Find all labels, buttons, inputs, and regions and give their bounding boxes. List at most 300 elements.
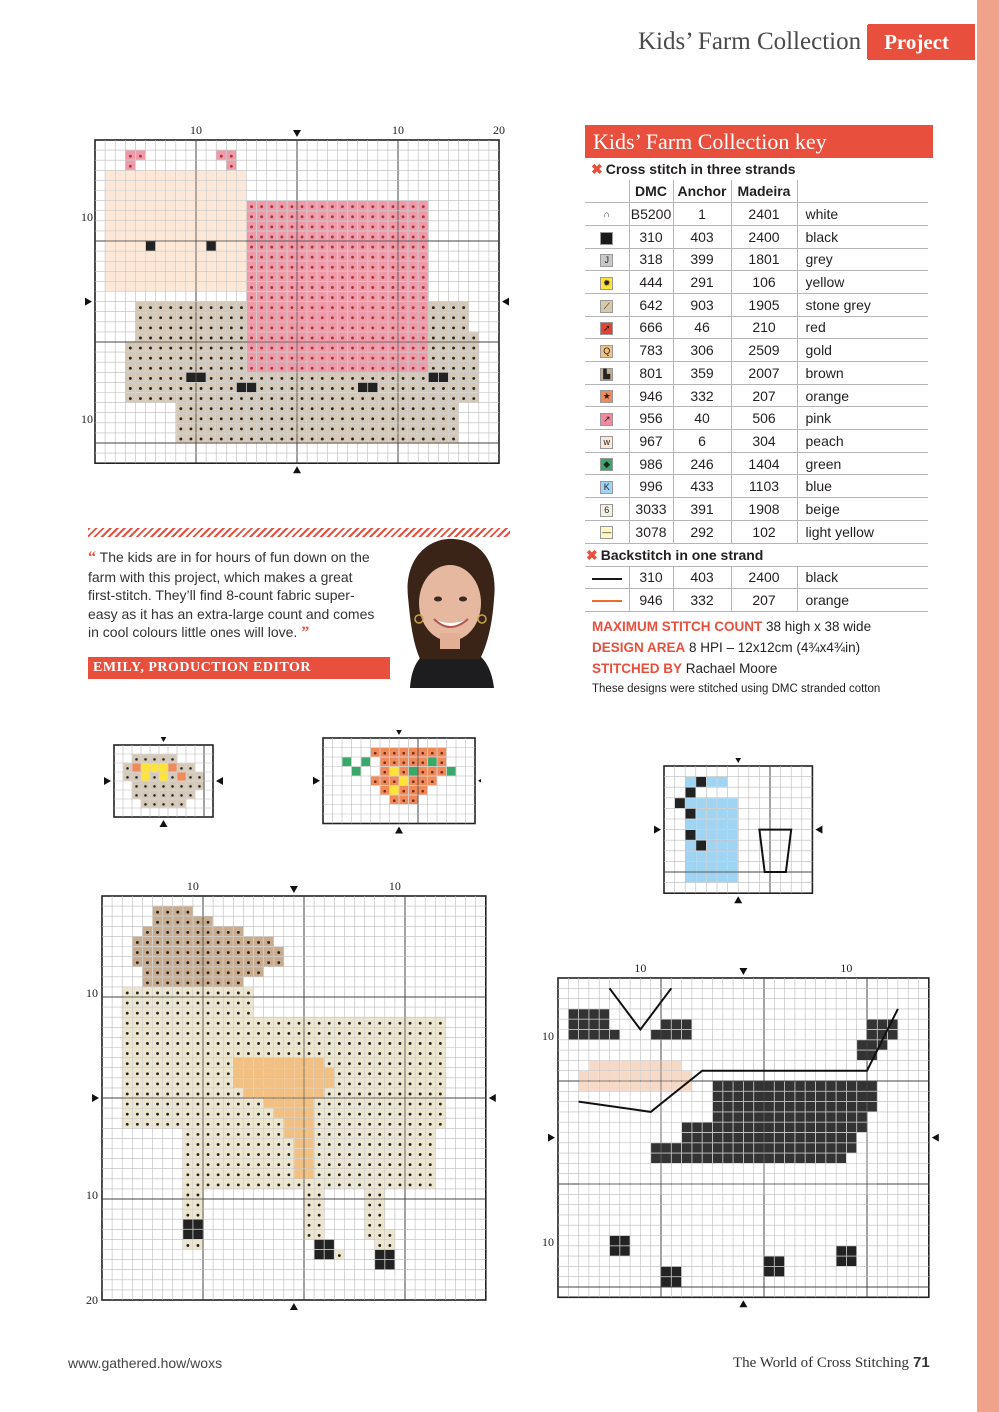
stitch-mark: [176, 1103, 179, 1106]
stitch-mark: [291, 236, 294, 239]
stitch-cell: [146, 252, 155, 261]
stitch-mark: [207, 1183, 210, 1186]
stitch-mark: [146, 951, 149, 954]
stitch-mark: [260, 246, 263, 249]
stitch-cell: [713, 1143, 723, 1153]
stitch-cell: [651, 1184, 661, 1194]
stitch-cell: [237, 383, 246, 392]
stitch-mark: [144, 794, 147, 797]
stitch-mark: [442, 367, 445, 370]
stitch-mark: [393, 752, 396, 755]
stitch-mark: [270, 306, 273, 309]
thread-row: [585, 452, 928, 475]
stitch-mark: [402, 357, 405, 360]
stitch-mark: [200, 367, 203, 370]
stitch-mark: [240, 306, 243, 309]
stitch-mark: [321, 205, 324, 208]
stitch-mark: [126, 767, 129, 770]
stitch-cell: [116, 282, 125, 291]
stitch-cell: [837, 1164, 847, 1174]
stitch-mark: [328, 1153, 331, 1156]
stitch-mark: [197, 1032, 200, 1035]
stitch-mark: [421, 790, 424, 793]
footer-url[interactable]: www.gathered.how/woxs: [68, 1355, 223, 1371]
stitch-cell: [641, 1184, 651, 1194]
stitch-cell: [661, 1133, 671, 1143]
stitch-cell: [579, 1020, 589, 1030]
anchor-code: 1: [673, 203, 731, 226]
stitch-mark: [308, 1183, 311, 1186]
stitch-cell: [579, 1061, 589, 1071]
stitch-mark: [197, 951, 200, 954]
stitch-mark: [179, 367, 182, 370]
stitch-cell: [156, 181, 165, 190]
stitch-mark: [331, 357, 334, 360]
stitch-cell: [795, 1154, 805, 1164]
stitch-cell: [686, 830, 696, 840]
stitch-mark: [348, 1082, 351, 1085]
stitch-cell: [672, 1154, 682, 1164]
stitch-mark: [149, 367, 152, 370]
stitch-mark: [291, 296, 294, 299]
stitch-cell: [857, 1092, 867, 1102]
stitch-mark: [179, 306, 182, 309]
stitch-mark: [409, 1103, 412, 1106]
stitch-mark: [311, 407, 314, 410]
stitch-mark: [402, 407, 405, 410]
stitch-mark: [247, 1153, 250, 1156]
stitch-cell: [661, 1174, 671, 1184]
stitch-mark: [361, 397, 364, 400]
stitch-cell: [707, 819, 717, 829]
stitch-mark: [257, 971, 260, 974]
stitch-mark: [348, 1042, 351, 1045]
stitch-mark: [318, 1113, 321, 1116]
stitch-mark: [169, 357, 172, 360]
stitch-mark: [338, 1022, 341, 1025]
stitch-mark: [129, 397, 132, 400]
stitch-cell: [600, 1123, 610, 1133]
stitch-mark: [311, 256, 314, 259]
stitch-mark: [270, 266, 273, 269]
stitch-cell: [631, 1071, 641, 1081]
stitch-cell: [806, 1133, 816, 1143]
stitch-mark: [247, 1173, 250, 1176]
stitch-mark: [250, 357, 253, 360]
stitch-mark: [341, 316, 344, 319]
stitch-cell: [136, 272, 145, 281]
stitch-mark: [186, 1062, 189, 1065]
anchor-code: 359: [673, 362, 731, 385]
stitch-mark: [200, 347, 203, 350]
madeira-code: 1404: [731, 452, 797, 475]
stitch-mark: [378, 1113, 381, 1116]
stitch-cell: [186, 231, 195, 240]
stitch-cell: [707, 872, 717, 882]
stitch-mark: [388, 1143, 391, 1146]
stitch-cell: [847, 1112, 857, 1122]
stitch-cell: [217, 231, 226, 240]
stitch-cell: [196, 221, 205, 230]
stitch-cell: [847, 1174, 857, 1184]
stitch-mark: [412, 326, 415, 329]
stitch-mark: [166, 1042, 169, 1045]
stitch-mark: [129, 387, 132, 390]
stitch-mark: [452, 438, 455, 441]
stitch-mark: [409, 1173, 412, 1176]
stitch-cell: [325, 1078, 334, 1087]
stitch-mark: [186, 1042, 189, 1045]
stitch-mark: [270, 417, 273, 420]
quote-byline: EMILY, PRODUCTION EDITOR: [88, 657, 395, 679]
stitch-mark: [277, 1133, 280, 1136]
stitch-mark: [156, 1012, 159, 1015]
stitch-mark: [351, 367, 354, 370]
stitch-mark: [399, 1032, 402, 1035]
stitch-mark: [383, 790, 386, 793]
stitch-cell: [358, 383, 367, 392]
stitch-cell: [837, 1184, 847, 1194]
stitch-mark: [331, 337, 334, 340]
anchor-code: 433: [673, 475, 731, 498]
stitch-cell: [610, 1112, 620, 1122]
stitch-cell: [867, 1143, 877, 1153]
stitch-cell: [294, 1109, 303, 1118]
stitch-mark: [220, 326, 223, 329]
stitch-mark: [166, 1032, 169, 1035]
stitch-cell: [227, 211, 236, 220]
stitch-mark: [351, 236, 354, 239]
stitch-mark: [153, 758, 156, 761]
stitch-mark: [341, 246, 344, 249]
stitch-mark: [409, 1163, 412, 1166]
stitch-mark: [399, 1173, 402, 1176]
stitch-mark: [166, 1113, 169, 1116]
stitch-mark: [129, 347, 132, 350]
stitch-mark: [135, 776, 138, 779]
stitch-mark: [237, 1012, 240, 1015]
stitch-cell: [620, 1246, 630, 1256]
stitch-mark: [358, 1082, 361, 1085]
stitch-mark: [402, 266, 405, 269]
stitch-mark: [207, 981, 210, 984]
stitch-cell: [857, 1133, 867, 1143]
stitch-mark: [267, 951, 270, 954]
stitch-mark: [298, 1032, 301, 1035]
stitch-mark: [190, 438, 193, 441]
stitch-mark: [135, 758, 138, 761]
madeira-code: 506: [731, 407, 797, 430]
stitch-cell: [183, 1220, 192, 1229]
stitch-mark: [318, 1214, 321, 1217]
stitch-mark: [412, 438, 415, 441]
stitch-cell: [641, 1164, 651, 1174]
stitch-mark: [207, 1153, 210, 1156]
stitch-mark: [267, 1052, 270, 1055]
stitch-mark: [126, 1082, 129, 1085]
dmc-code: 318: [629, 248, 673, 271]
stitch-mark: [341, 225, 344, 228]
stitch-mark: [429, 1163, 432, 1166]
anchor-code: 6: [673, 430, 731, 453]
stitch-mark: [156, 1093, 159, 1096]
stitch-cell: [631, 1092, 641, 1102]
stitch-mark: [166, 961, 169, 964]
center-arrow-icon: [104, 777, 111, 785]
cross-icon: ✖: [591, 161, 603, 177]
stitch-mark: [280, 367, 283, 370]
stitch-mark: [162, 803, 165, 806]
stitch-mark: [462, 316, 465, 319]
stitch-cell: [207, 262, 216, 271]
stitch-mark: [136, 1123, 139, 1126]
stitch-cell: [686, 809, 696, 819]
stitch-cell: [579, 1030, 589, 1040]
stitch-cell: [723, 1112, 733, 1122]
stitch-cell: [176, 262, 185, 271]
stitch-cell: [294, 1119, 303, 1128]
stitch-cell: [106, 191, 115, 200]
stitch-mark: [371, 256, 374, 259]
stitch-mark: [250, 205, 253, 208]
stitch-mark: [227, 961, 230, 964]
center-arrow-icon: [85, 298, 92, 306]
stitch-mark: [432, 357, 435, 360]
stitch-mark: [368, 1183, 371, 1186]
stitch-mark: [348, 1173, 351, 1176]
stitch-mark: [371, 367, 374, 370]
color-name: peach: [797, 430, 928, 453]
stitch-mark: [412, 256, 415, 259]
stitch-mark: [230, 306, 233, 309]
stitch-mark: [351, 276, 354, 279]
stitch-mark: [169, 377, 172, 380]
stitch-cell: [651, 1164, 661, 1174]
stitch-mark: [371, 306, 374, 309]
stitch-cell: [696, 777, 706, 787]
stitch-mark: [156, 1002, 159, 1005]
stitch-cell: [116, 181, 125, 190]
stitch-cell: [672, 1102, 682, 1112]
stitch-cell: [696, 872, 706, 882]
stitch-cell: [734, 1184, 744, 1194]
stitch-cell: [785, 1133, 795, 1143]
page-header: [638, 24, 975, 60]
stitch-cell: [620, 1154, 630, 1164]
stitch-mark: [308, 1194, 311, 1197]
stitch-mark: [207, 1002, 210, 1005]
stitch-mark: [402, 236, 405, 239]
stitch-cell: [682, 1030, 692, 1040]
stitch-mark: [237, 1183, 240, 1186]
stitch-mark: [217, 1173, 220, 1176]
stitch-mark: [381, 377, 384, 380]
stitch-mark: [368, 1103, 371, 1106]
stitch-cell: [686, 862, 696, 872]
stitch-mark: [250, 215, 253, 218]
stitch-mark: [419, 1103, 422, 1106]
stitch-mark: [179, 326, 182, 329]
stitch-mark: [422, 256, 425, 259]
stitch-mark: [270, 377, 273, 380]
stitch-mark: [301, 347, 304, 350]
dmc-code: 642: [629, 293, 673, 316]
stitch-mark: [331, 246, 334, 249]
stitch-cell: [244, 1088, 253, 1097]
stitch-mark: [368, 1123, 371, 1126]
stitch-mark: [419, 1052, 422, 1055]
stitch-mark: [186, 1082, 189, 1085]
j-symbol-icon: J: [600, 254, 613, 267]
stitch-mark: [361, 256, 364, 259]
stitch-mark: [240, 347, 243, 350]
stitch-cell: [672, 1123, 682, 1133]
stitch-mark: [402, 205, 405, 208]
stitch-mark: [247, 1022, 250, 1025]
stitch-cell: [661, 1123, 671, 1133]
stitch-mark: [280, 225, 283, 228]
stitch-mark: [146, 1012, 149, 1015]
stitch-mark: [402, 417, 405, 420]
stitch-cell: [686, 819, 696, 829]
stitch-mark: [361, 215, 364, 218]
stitch-cell: [116, 272, 125, 281]
stitch-mark: [186, 921, 189, 924]
stitch-cell: [207, 191, 216, 200]
stitch-mark: [270, 407, 273, 410]
stitch-mark: [247, 1042, 250, 1045]
stitch-mark: [136, 1103, 139, 1106]
stitch-mark: [402, 752, 405, 755]
stitch-cell: [620, 1174, 630, 1184]
stitch-mark: [149, 357, 152, 360]
stitch-mark: [257, 961, 260, 964]
stitch-cell: [186, 211, 195, 220]
stitch-mark: [318, 1204, 321, 1207]
stitch-cell: [857, 1081, 867, 1091]
stitch-cell: [610, 1174, 620, 1184]
backstitch-line-icon: [592, 578, 622, 580]
stitch-mark: [439, 1093, 442, 1096]
stitch-cell: [610, 1236, 620, 1246]
stitch-mark: [378, 1032, 381, 1035]
stitch-cell: [126, 252, 135, 261]
stitch-mark: [331, 347, 334, 350]
stitch-mark: [159, 326, 162, 329]
stitch-cell: [610, 1133, 620, 1143]
stitch-mark: [136, 1113, 139, 1116]
stitch-cell: [274, 1098, 283, 1107]
stitch-cell: [703, 1102, 713, 1112]
stitch-mark: [220, 387, 223, 390]
stitch-mark: [247, 1163, 250, 1166]
stitch-cell: [692, 1112, 702, 1122]
stitch-cell: [816, 1133, 826, 1143]
stitch-cell: [661, 1061, 671, 1071]
stitch-mark: [217, 992, 220, 995]
stitch-mark: [351, 296, 354, 299]
grid-number: 10: [86, 986, 98, 1000]
stitch-cell: [156, 282, 165, 291]
stitch-mark: [301, 316, 304, 319]
stitch-mark: [176, 981, 179, 984]
stitch-mark: [220, 438, 223, 441]
stitch-mark: [371, 246, 374, 249]
col-anchor: Anchor: [673, 180, 731, 203]
stitch-mark: [277, 1183, 280, 1186]
stitch-cell: [672, 1112, 682, 1122]
stitch-cell: [867, 1154, 877, 1164]
stitch-mark: [146, 992, 149, 995]
stitch-mark: [341, 286, 344, 289]
col-dmc: DMC: [629, 180, 673, 203]
stitch-mark: [270, 276, 273, 279]
stitch-mark: [472, 347, 475, 350]
stitch-mark: [421, 780, 424, 783]
stitch-mark: [287, 1173, 290, 1176]
stitch-cell: [126, 241, 135, 250]
stitch-cell: [661, 1164, 671, 1174]
stitch-mark: [156, 1022, 159, 1025]
stitch-mark: [176, 1113, 179, 1116]
stitch-mark: [442, 397, 445, 400]
stitch-mark: [227, 971, 230, 974]
stitch-mark: [388, 1082, 391, 1085]
stitch-mark: [250, 225, 253, 228]
stitch-cell: [579, 1112, 589, 1122]
chick-chart: [104, 737, 234, 832]
stitch-mark: [257, 941, 260, 944]
stitch-mark: [462, 367, 465, 370]
grid-number: 20: [493, 123, 505, 137]
stitch-cell: [703, 1154, 713, 1164]
stitch-cell: [429, 373, 438, 382]
stitch-mark: [399, 1022, 402, 1025]
stitch-cell: [126, 181, 135, 190]
cross-icon: ✖: [586, 546, 598, 563]
stitch-mark: [308, 1204, 311, 1207]
stitch-mark: [159, 367, 162, 370]
stitch-cell: [631, 1133, 641, 1143]
stitch-mark: [301, 377, 304, 380]
stitch-mark: [280, 306, 283, 309]
stitch-mark: [280, 316, 283, 319]
stitch-mark: [422, 407, 425, 410]
stitch-mark: [257, 1173, 260, 1176]
stitch-mark: [308, 1234, 311, 1237]
stitch-mark: [361, 326, 364, 329]
stitch-cell: [723, 1164, 733, 1174]
thread-row: [585, 316, 928, 339]
stitch-cell: [368, 383, 377, 392]
stitch-mark: [361, 246, 364, 249]
center-arrow-icon: [313, 777, 320, 785]
stitch-mark: [291, 306, 294, 309]
stitch-mark: [361, 367, 364, 370]
stitch-key: [585, 125, 933, 700]
stitch-mark: [186, 1133, 189, 1136]
stitch-mark: [341, 357, 344, 360]
stitch-mark: [166, 992, 169, 995]
stitch-cell: [816, 1102, 826, 1112]
stitch-mark: [291, 256, 294, 259]
stitch-mark: [230, 377, 233, 380]
stitch-mark: [301, 387, 304, 390]
stitch-mark: [139, 316, 142, 319]
stitch-cell: [661, 1071, 671, 1081]
stitch-cell: [274, 1058, 283, 1067]
stitch-cell: [728, 830, 738, 840]
